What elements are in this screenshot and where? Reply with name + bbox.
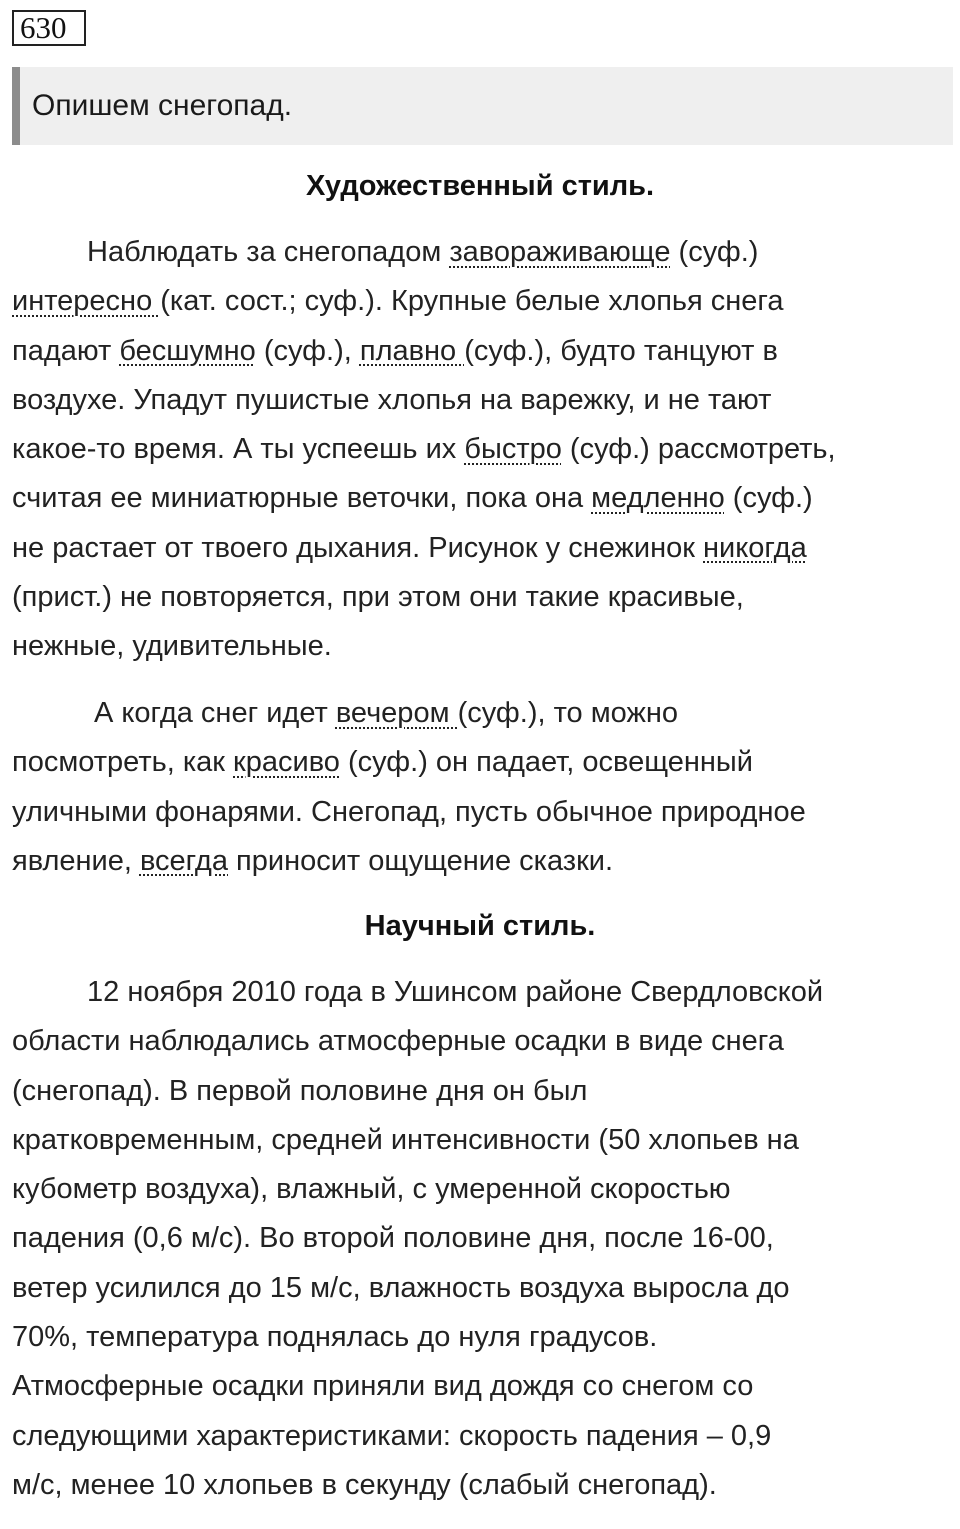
text-line <box>12 1214 960 1263</box>
task-callout <box>12 67 953 145</box>
underlined-adverb: вечером <box>335 697 458 729</box>
text-line <box>12 968 960 1017</box>
text-line <box>12 1165 960 1214</box>
sci-style-heading: Научный стиль. <box>364 910 596 942</box>
text-line <box>12 689 960 738</box>
text-line <box>12 1313 960 1362</box>
text-line <box>12 1017 960 1066</box>
underlined-adverb: никогда <box>703 531 807 564</box>
text-run: (суф.) <box>724 482 813 515</box>
text-run: (суф.), <box>255 334 360 367</box>
text-run: падения (0,6 м/с). Во второй половине дня, после 16-00, <box>12 1222 774 1255</box>
text-run: Наблюдать за снегопадом <box>87 236 450 268</box>
text-line <box>12 228 960 277</box>
underlined-adverb: медленно <box>591 482 725 515</box>
text-run: 70%, температура поднялась до нуля градусов. <box>12 1321 658 1354</box>
text-run: Атмосферные осадки приняли вид дождя со снегом со <box>12 1370 754 1403</box>
text-line <box>12 474 960 523</box>
text-run: (суф.) он падает, освещенный <box>339 746 753 779</box>
text-run: (суф.) рассмотреть, <box>561 433 836 466</box>
text-run: (снегопад). В первой половине дня он был <box>12 1074 588 1107</box>
text-line <box>12 327 960 376</box>
text-line <box>12 573 960 622</box>
text-run: м/с, менее 10 хлопьев в секунду (слабый снегопад). <box>12 1468 717 1501</box>
text-line <box>12 837 960 886</box>
text-line <box>12 277 960 326</box>
text-run: 12 ноября 2010 года в Ушинсом районе Свердловской <box>87 976 824 1008</box>
text-run: приносит ощущение сказки. <box>228 844 614 877</box>
text-line <box>12 1067 960 1116</box>
text-run: (суф.), то можно <box>457 697 679 729</box>
text-run: какое-то время. А ты успеешь их <box>12 433 465 466</box>
text-line <box>12 1264 960 1313</box>
text-run: кубометр воздуха), влажный, с умеренной скоростью <box>12 1173 731 1206</box>
underlined-adverb: всегда <box>139 844 228 877</box>
underlined-adverb: плавно <box>359 334 465 367</box>
text-line <box>12 788 960 837</box>
art-paragraph-2 <box>12 689 960 886</box>
text-run: падают <box>12 334 120 367</box>
text-run: (суф.), будто танцуют в <box>464 334 778 367</box>
underlined-adverb: интересно <box>12 285 161 318</box>
underlined-adverb: завораживающе <box>449 236 671 268</box>
text-run: кратковременным, средней интенсивности (50 хлопьев на <box>12 1123 799 1156</box>
text-run: следующими характеристиками: скорость падения – 0,9 <box>12 1419 772 1452</box>
text-run: области наблюдались атмосферные осадки в виде снега <box>12 1025 784 1058</box>
exercise-number: 630 <box>12 10 86 46</box>
sci-paragraph-1 <box>12 968 960 1510</box>
text-run: (прист.) не повторяется, при этом они такие красивые, <box>12 581 744 614</box>
art-style-heading: Художественный стиль. <box>305 170 655 202</box>
text-run: А когда снег идет <box>94 697 336 729</box>
text-line <box>12 738 960 787</box>
text-line <box>12 425 960 474</box>
text-run: ветер усилился до 15 м/с, влажность воздуха выросла до <box>12 1271 790 1304</box>
text-run: не растает от твоего дыхания. Рисунок у снежинок <box>12 531 704 564</box>
text-run: считая ее миниатюрные веточки, пока она <box>12 482 592 515</box>
text-run: уличными фонарями. Снегопад, пусть обычное природное <box>12 795 806 828</box>
underlined-adverb: бесшумно <box>119 334 256 367</box>
text-run: (суф.) <box>670 236 759 268</box>
text-line <box>12 1412 960 1461</box>
underlined-adverb: красиво <box>233 746 340 779</box>
text-run: (кат. сост.; суф.). Крупные белые хлопья снега <box>160 285 784 318</box>
art-paragraph-1 <box>12 228 960 672</box>
text-run: явление, <box>12 844 140 877</box>
text-line <box>12 1362 960 1411</box>
text-line <box>12 1116 960 1165</box>
text-run: воздухе. Упадут пушистые хлопья на варежку, и не тают <box>12 383 772 416</box>
text-run: посмотреть, как <box>12 746 234 779</box>
text-line <box>12 1461 960 1510</box>
text-run: нежные, удивительные. <box>12 630 332 663</box>
text-line <box>12 524 960 573</box>
underlined-adverb: быстро <box>464 433 562 466</box>
text-line <box>12 376 960 425</box>
task-text: Опишем снегопад. <box>32 89 293 122</box>
text-line <box>12 622 960 671</box>
